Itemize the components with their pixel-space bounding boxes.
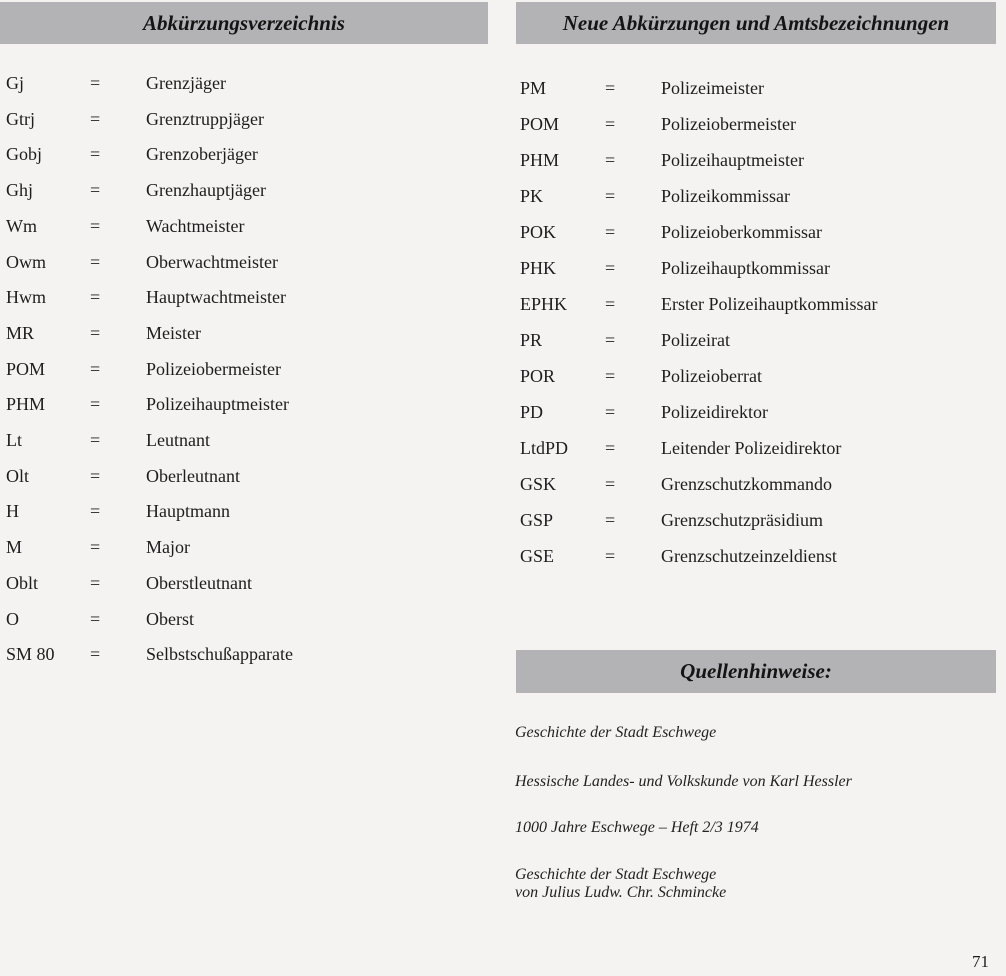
abbreviation-meaning: Grenzjäger	[146, 73, 226, 93]
abbreviation-code: MR	[6, 322, 35, 343]
equals-sign: =	[605, 366, 616, 386]
abbreviation-meaning: Hauptmann	[146, 501, 230, 522]
abbreviation-code: SM 80	[6, 644, 55, 665]
page-number: 71	[972, 952, 989, 971]
equals-sign: =	[90, 644, 101, 665]
abbreviation-meaning: Meister	[146, 322, 201, 343]
abbreviation-code: Gtrj	[6, 108, 35, 129]
source-item: 1000 Jahre Eschwege – Heft 2/3 1974	[515, 819, 759, 836]
equals-sign: =	[90, 251, 101, 272]
equals-sign: =	[605, 186, 616, 206]
source-item: von Julius Ludw. Chr. Schmincke	[515, 884, 727, 901]
equals-sign: =	[90, 394, 101, 415]
abbreviation-code: PHK	[520, 258, 557, 278]
equals-sign: =	[605, 474, 616, 494]
abbreviation-code: PK	[520, 186, 544, 206]
abbreviation-meaning: Grenzschutzkommando	[661, 474, 832, 494]
equals-sign: =	[605, 510, 616, 530]
abbreviation-code: H	[6, 501, 19, 522]
equals-sign: =	[90, 501, 101, 522]
abbreviation-code: Olt	[6, 465, 30, 486]
equals-sign: =	[605, 150, 616, 170]
equals-sign: =	[90, 465, 101, 486]
abbreviation-meaning: Polizeiobermeister	[146, 358, 281, 379]
equals-sign: =	[90, 180, 101, 201]
abbreviation-code: PR	[520, 330, 543, 350]
abbreviation-code: PD	[520, 402, 544, 422]
abbreviation-meaning: Polizeioberrat	[661, 366, 762, 386]
abbreviation-code: Lt	[6, 430, 22, 450]
equals-sign: =	[605, 438, 616, 458]
abbreviations-heading-text: Abkürzungsverzeichnis	[143, 10, 345, 35]
abbreviation-code: Wm	[6, 215, 37, 236]
abbreviation-code: POR	[520, 366, 556, 386]
equals-sign: =	[90, 73, 101, 93]
abbreviation-meaning: Polizeioberkommissar	[661, 222, 822, 242]
sources-heading	[516, 650, 996, 693]
equals-sign: =	[605, 402, 616, 422]
abbreviation-code: O	[6, 608, 19, 629]
abbreviation-meaning: Polizeikommissar	[661, 186, 790, 206]
new-abbreviations-heading-text: Neue Abkürzungen und Amtsbezeichnungen	[562, 10, 950, 35]
abbreviation-meaning: Polizeimeister	[661, 78, 764, 98]
abbreviation-meaning: Hauptwachtmeister	[146, 287, 286, 308]
abbreviation-meaning: Grenzhauptjäger	[146, 180, 266, 201]
abbreviation-code: Gobj	[6, 144, 42, 165]
abbreviation-code: GSK	[520, 474, 557, 494]
abbreviation-meaning: Oberleutnant	[146, 465, 240, 486]
source-item: Hessische Landes- und Volkskunde von Karl Hessler	[515, 773, 852, 790]
abbreviation-meaning: Polizeihauptmeister	[146, 394, 289, 415]
equals-sign: =	[90, 608, 101, 629]
equals-sign: =	[90, 287, 101, 308]
abbreviation-code: POM	[520, 114, 560, 134]
abbreviations-heading	[0, 2, 488, 44]
abbreviation-code: Ghj	[6, 180, 33, 201]
abbreviation-meaning: Polizeirat	[661, 330, 730, 350]
equals-sign: =	[605, 78, 616, 98]
equals-sign: =	[605, 222, 616, 242]
abbreviation-meaning: Grenzschutzpräsidium	[661, 510, 823, 530]
equals-sign: =	[605, 258, 616, 278]
abbreviation-meaning: Selbstschußapparate	[146, 644, 293, 665]
equals-sign: =	[90, 358, 101, 379]
source-item: Geschichte der Stadt Eschwege	[515, 724, 717, 741]
equals-sign: =	[90, 144, 101, 165]
abbreviation-meaning: Polizeihauptmeister	[661, 150, 804, 170]
equals-sign: =	[90, 108, 101, 129]
abbreviation-meaning: Grenzschutzeinzeldienst	[661, 546, 837, 566]
abbreviation-meaning: Wachtmeister	[146, 215, 245, 236]
abbreviation-meaning: Polizeihauptkommissar	[661, 258, 830, 278]
equals-sign: =	[605, 546, 616, 566]
equals-sign: =	[605, 294, 616, 314]
abbreviation-code: POM	[6, 358, 46, 379]
abbreviation-meaning: Polizeidirektor	[661, 402, 768, 422]
abbreviation-code: EPHK	[520, 294, 568, 314]
equals-sign: =	[90, 430, 101, 450]
abbreviation-code: PHM	[520, 150, 560, 170]
abbreviation-meaning: Erster Polizeihauptkommissar	[661, 294, 878, 314]
abbreviation-meaning: Grenztruppjäger	[146, 108, 264, 129]
equals-sign: =	[90, 215, 101, 236]
abbreviation-meaning: Oberstleutnant	[146, 572, 252, 593]
abbreviation-code: PM	[520, 78, 547, 98]
abbreviation-meaning: Leutnant	[146, 430, 210, 450]
abbreviation-meaning: Major	[146, 537, 190, 558]
abbreviation-meaning: Polizeiobermeister	[661, 114, 796, 134]
abbreviation-code: GSP	[520, 510, 554, 530]
abbreviation-code: Oblt	[6, 572, 39, 593]
equals-sign: =	[90, 572, 101, 593]
abbreviation-meaning: Leitender Polizeidirektor	[661, 438, 842, 458]
new-abbreviations-heading	[516, 2, 996, 44]
abbreviation-code: Hwm	[6, 287, 46, 308]
abbreviation-code: POK	[520, 222, 557, 242]
source-item: Geschichte der Stadt Eschwege	[515, 866, 717, 883]
sources-heading-text: Quellenhinweise:	[680, 659, 832, 683]
abbreviation-code: Owm	[6, 251, 46, 272]
abbreviation-code: LtdPD	[520, 438, 569, 458]
equals-sign: =	[605, 330, 616, 350]
abbreviation-meaning: Grenzoberjäger	[146, 144, 258, 165]
abbreviation-code: M	[6, 537, 23, 558]
abbreviation-code: Gj	[6, 73, 24, 93]
equals-sign: =	[605, 114, 616, 134]
abbreviation-meaning: Oberst	[146, 608, 194, 629]
abbreviation-meaning: Oberwachtmeister	[146, 251, 278, 272]
abbreviation-code: PHM	[6, 394, 46, 415]
equals-sign: =	[90, 322, 101, 343]
abbreviation-code: GSE	[520, 546, 555, 566]
equals-sign: =	[90, 537, 101, 558]
